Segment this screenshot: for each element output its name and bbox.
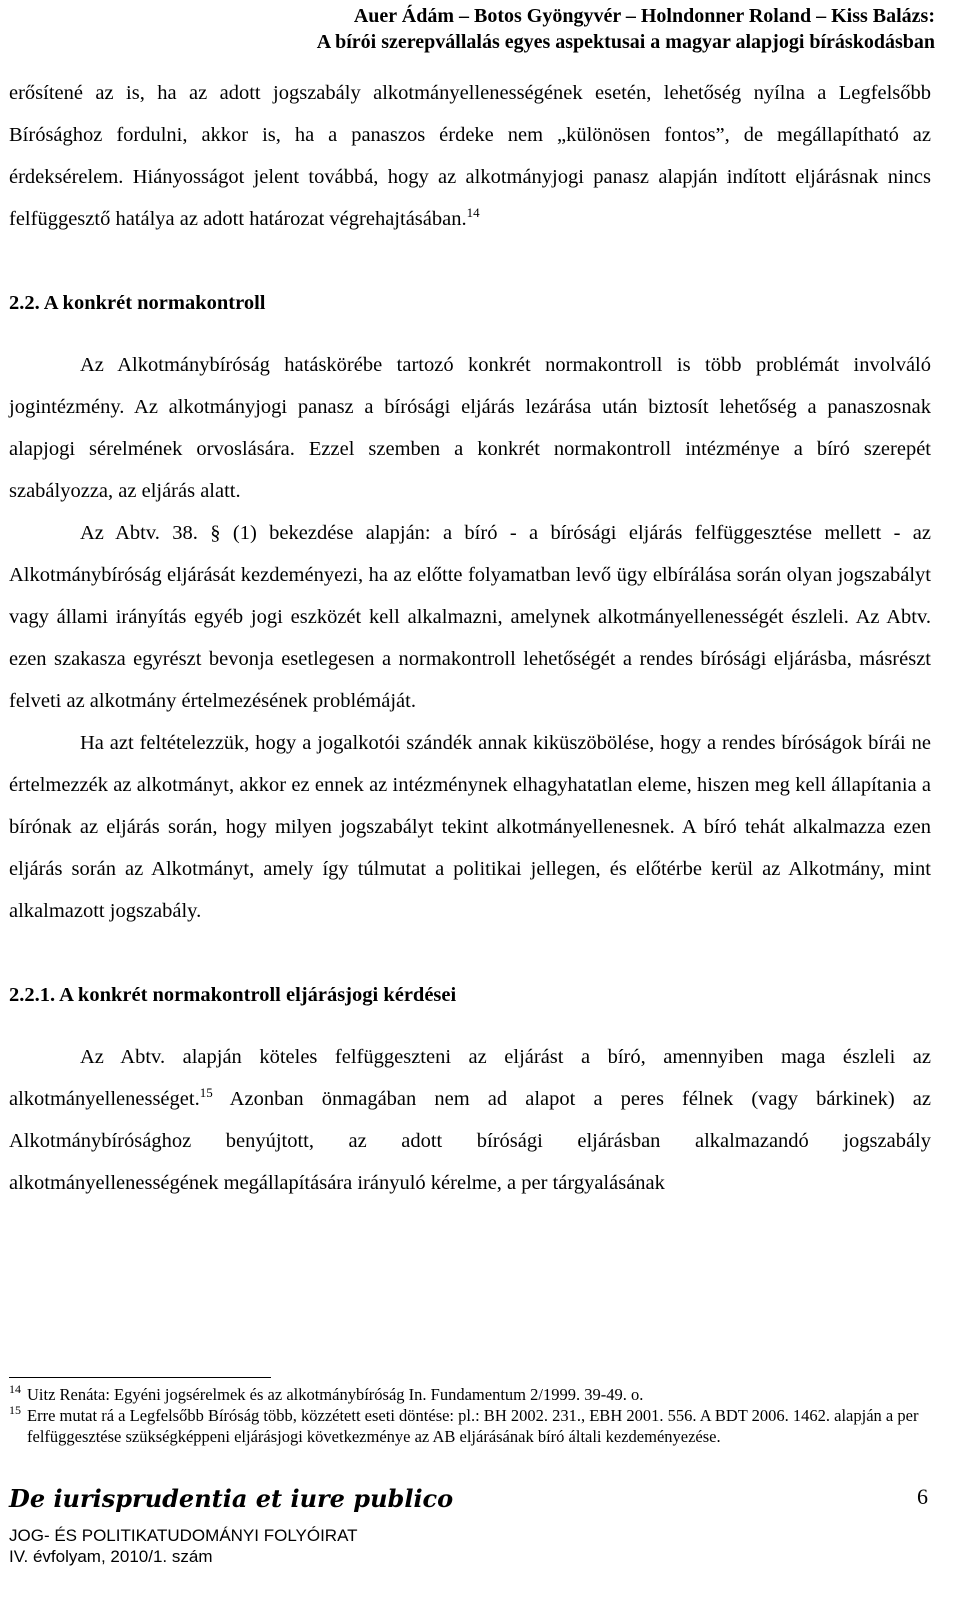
journal-subtitle: JOG- ÉS POLITIKATUDOMÁNYI FOLYÓIRAT — [9, 1526, 358, 1545]
header-authors: Auer Ádám – Botos Gyöngyvér – Holndonner Roland – Kiss Balázs: — [353, 5, 935, 27]
header-title: A bírói szerepvállalás egyes aspektusai a magyar alapjogi bíráskodásban — [316, 31, 935, 53]
paragraph-5-text-a: Az Abtv. alapján köteles felfüggeszteni az eljárást a bíró, amennyiben maga észleli az alkotmányellenességet. — [9, 1046, 931, 1110]
paragraph-2: Az Alkotmánybíróság hatáskörébe tartozó konkrét normakontroll is több problémát involváló jogintézmény. Az alkotmányjogi panasz a bírósági eljárás lezárása után biztosít lehetőség a panaszosnak alapjogi sérelmének orvoslására. Ezzel szemben a konkrét normakontroll intézménye a bíró szerepét szabályozza, az eljárás alatt. — [9, 354, 931, 502]
paragraph-5 — [9, 1036, 931, 1204]
paragraph-5-text-b: Azonban önmagában nem ad alapot a peres félnek (vagy bárkinek) az Alkotmánybírósághoz benyújtott, az adott bírósági eljárásban alkalmazandó jogszabály alkotmányellenességének megállapítására irányuló kérelme, a per tárgyalásának — [9, 1088, 931, 1194]
paragraph-4: Ha azt feltételezzük, hogy a jogalkotói szándék annak kiküszöbölése, hogy a rendes bíróságok bírái ne értelmezzék az alkotmányt, akkor ez ennek az intézménynek elhagyhatatlan eleme, hiszen meg kell állapítania a bírónak az eljárás során, hogy milyen jogszabályt tekint alkotmányellenesnek. A bíró tehát alkalmazza ezen eljárás során az Alkotmányt, amely így túlmutat a politikai jellegen, és előtérbe kerül az Alkotmány, mint alkalmazott jogszabály. — [9, 732, 931, 922]
section-heading-2-2: 2.2. A konkrét normakontroll — [9, 292, 266, 314]
body-text — [9, 72, 931, 1204]
footnote-number: 15 — [9, 1403, 21, 1417]
footnote-separator — [9, 1377, 271, 1378]
journal-name: De iurisprudentia et iure publico — [9, 1484, 454, 1513]
running-header — [317, 3, 935, 55]
footnotes — [9, 1384, 931, 1447]
paragraph-3: Az Abtv. 38. § (1) bekezdése alapján: a bíró - a bírósági eljárás felfüggesztése mellett - az Alkotmánybíróság eljárását kezdeményezi, ha az előtte folyamatban levő ügy elbírálása során olyan jogszabályt vagy állami irányítás egyéb jogi eszközét kell alkalmazni, amelynek alkotmányellenességét észleli. Az Abtv. ezen szakasza egyrészt bevonja esetlegesen a normakontroll lehetőségét a rendes bírósági eljárásba, másrészt felveti az alkotmány értelmezésének problémáját. — [9, 522, 931, 712]
footnote-15 — [9, 1405, 931, 1447]
page-number: 6 — [917, 1484, 928, 1509]
footnote-number: 14 — [9, 1382, 21, 1396]
footnote-ref-15[interactable]: 15 — [199, 1085, 213, 1101]
footnote-text: Erre mutat rá a Legfelsőbb Bíróság több, közzétett eseti döntése: pl.: BH 2002. 231., EBH 2001. 556. A BDT 2006. 1462. alapján a per felfüggesztése szükségképpeni eljárásjogi következménye az AB eljárásának bíró általi kezdeményezése. — [27, 1406, 919, 1446]
paragraph-1-text: erősítené az is, ha az adott jogszabály alkotmányellenességének esetén, lehetőség nyílna a Legfelsőbb Bírósághoz fordulni, akkor is, ha a panaszos érdeke nem „különösen fontos”, de megállapítható az érdeksérelem. Hiányosságot jelent továbbá, hogy az alkotmányjogi panasz alapján indított eljárásnak nincs felfüggesztő hatálya az adott határozat végrehajtásában. — [9, 82, 931, 230]
footnote-ref-14[interactable]: 14 — [466, 205, 480, 221]
footnote-14 — [9, 1384, 931, 1405]
section-heading-2-2-1: 2.2.1. A konkrét normakontroll eljárásjogi kérdései — [9, 984, 457, 1006]
journal-subtitle-block — [9, 1525, 358, 1567]
paragraph-1 — [9, 72, 931, 240]
journal-issue: IV. évfolyam, 2010/1. szám — [9, 1547, 213, 1566]
footnote-text: Uitz Renáta: Egyéni jogsérelmek és az alkotmánybíróság In. Fundamentum 2/1999. 39-49. o. — [27, 1385, 644, 1404]
